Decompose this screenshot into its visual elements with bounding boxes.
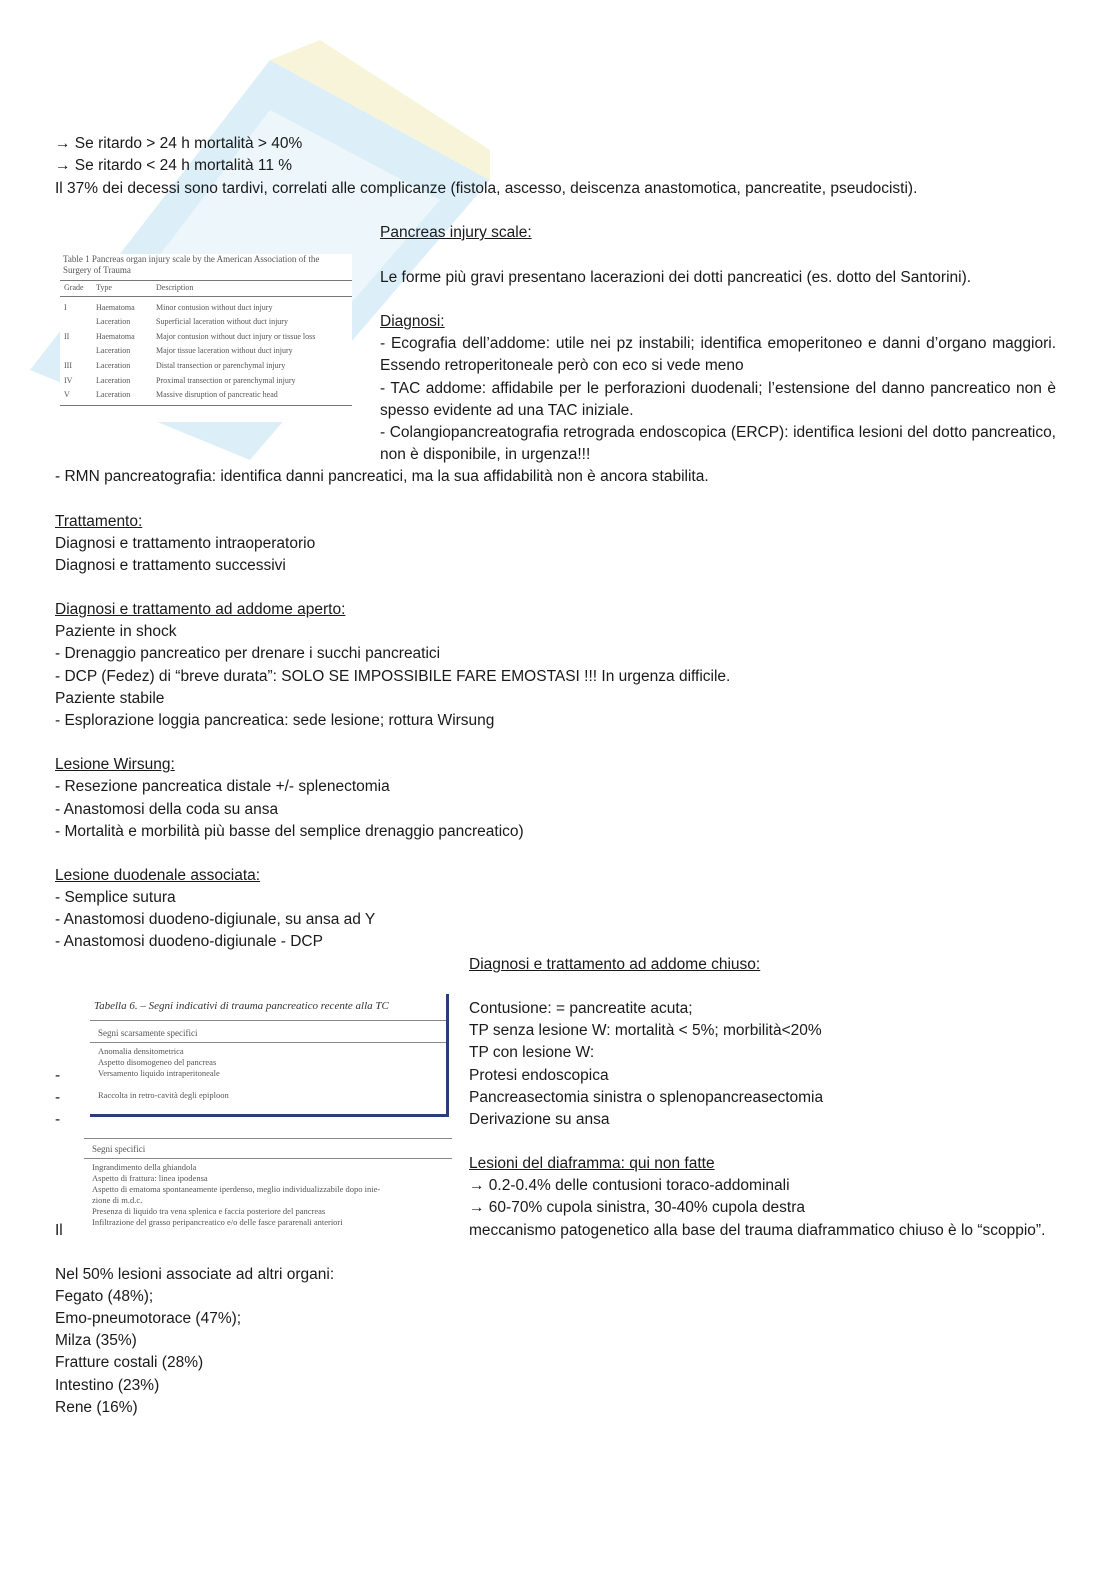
organi-line: Intestino (23%) [55, 1377, 160, 1394]
wirsung-heading: Lesione Wirsung: [55, 756, 175, 773]
table1-cell: II [64, 331, 70, 341]
table6-specific [84, 1138, 452, 1226]
table1-image [60, 254, 352, 422]
table6-item: Aspetto disomogeneo del pancreas [98, 1057, 217, 1067]
aperto-line: Paziente in shock [55, 623, 177, 640]
wirsung-line: - Resezione pancreatica distale +/- splenectomia [55, 778, 390, 795]
table1-row [60, 344, 352, 359]
table6-subheading: Segni specifici [92, 1144, 146, 1154]
table1-row [60, 374, 352, 389]
table1-header: Type [96, 283, 112, 292]
table6-item: Anomalia densitometrica [98, 1046, 184, 1056]
table1-cell: Laceration [96, 346, 131, 356]
margin-mark: - [55, 1089, 61, 1106]
table1-cell: Laceration [96, 360, 131, 370]
intro-line-2: → Se ritardo < 24 h mortalità 11 % [55, 157, 293, 174]
table1-row [60, 388, 352, 403]
table1-cell: Proximal transection or parenchymal injury [156, 375, 296, 385]
chiuso-line: TP con lesione W: [469, 1044, 595, 1061]
aperto-line: - Esplorazione loggia pancreatica: sede lesione; rottura Wirsung [55, 712, 495, 729]
margin-mark: - [55, 1067, 61, 1084]
table6-item: Presenza di liquido tra vena splenica e faccia posteriore del pancreas [92, 1206, 326, 1216]
trattamento-heading: Trattamento: [55, 513, 143, 530]
table6-title: Tabella 6. – Segni indicativi di trauma pancreatico recente alla TC [94, 1000, 389, 1012]
table1-cell: III [64, 360, 72, 370]
scale-text: Le forme più gravi presentano lacerazioni dei dotti pancreatici (es. dotto del Santorini). [380, 269, 972, 286]
aperto-line: Paziente stabile [55, 690, 165, 707]
table6-item: Infiltrazione del grasso peripancreatico e/o delle fasce pararenali anteriori [92, 1217, 343, 1227]
chiuso-line: Derivazione su ansa [469, 1111, 610, 1128]
table1-row [60, 301, 352, 316]
chiuso-line: Protesi endoscopica [469, 1067, 609, 1084]
table1-header-row [60, 281, 352, 296]
diagnosi-ercp: - Colangiopancreatografia retrograda endoscopica (ERCP): identifica lesioni del dotto pancreatico, non è disponibile, in urgenza!!! [380, 424, 1056, 464]
duodenale-heading: Lesione duodenale associata: [55, 867, 261, 884]
table6-item: Versamento liquido intraperitoneale [98, 1068, 220, 1078]
table1-cell: IV [64, 375, 73, 385]
table1-cell: Massive disruption of pancreatic head [156, 390, 278, 400]
duodenale-line: - Anastomosi duodeno-digiunale, su ansa ad Y [55, 911, 376, 928]
table1-cell: Major tissue laceration without duct injury [156, 346, 293, 356]
wirsung-line: - Anastomosi della coda su ansa [55, 801, 279, 818]
table1-cell: Laceration [96, 375, 131, 385]
table1-cell: Superficial laceration without duct injury [156, 317, 288, 327]
duodenale-line: - Semplice sutura [55, 889, 176, 906]
table1-cell: Laceration [96, 390, 131, 400]
table1-cell: Haematoma [96, 302, 135, 312]
table1-row [60, 330, 352, 345]
aperto-heading: Diagnosi e trattamento ad addome aperto: [55, 601, 346, 618]
duodenale-line: - Anastomosi duodeno-digiunale - DCP [55, 933, 323, 950]
aperto-line: - Drenaggio pancreatico per drenare i succhi pancreatici [55, 645, 441, 662]
table1-row [60, 359, 352, 374]
diagnosi-eco: - Ecografia dell’addome: utile nei pz instabili; identifica emoperitoneo e danni d’organo maggiori. Essendo retroperitoneale però con eco si vede meno [380, 335, 1056, 375]
table1-cell: Haematoma [96, 331, 135, 341]
organi-line: Emo-pneumotorace (47%); [55, 1310, 242, 1327]
diaframma-line: → 0.2-0.4% delle contusioni toraco-addominali [469, 1177, 790, 1194]
trattamento-line: Diagnosi e trattamento successivi [55, 557, 286, 574]
table6-item: Aspetto di ematoma spontaneamente iperdenso, meglio individualizzabile dopo inie- [92, 1184, 381, 1194]
table1-cell: Major contusion without duct injury or tissue loss [156, 331, 316, 341]
table6-image [84, 990, 452, 1230]
chiuso-heading: Diagnosi e trattamento ad addome chiuso: [469, 956, 761, 973]
table6-item: Aspetto di frattura: linea ipodensa [92, 1173, 208, 1183]
table1-header: Description [156, 283, 194, 292]
table1-header: Grade [64, 283, 84, 292]
diagnosi-rmn: - RMN pancreatografia: identifica danni pancreatici, ma la sua affidabilità non è ancora stabilita. [55, 468, 709, 485]
intro-line-1: → Se ritardo > 24 h mortalità > 40% [55, 135, 303, 152]
scale-heading: Pancreas injury scale: [380, 224, 532, 241]
table1-cell: I [64, 302, 67, 312]
table1-cell: Minor contusion without duct injury [156, 302, 273, 312]
aperto-line: - DCP (Fedez) di “breve durata”: SOLO SE IMPOSSIBILE FARE EMOSTASI !!! In urgenza difficile. [55, 668, 731, 685]
table1-cell: Distal transection or parenchymal injury [156, 360, 286, 370]
table1-cell: V [64, 390, 70, 400]
table1-cell: Laceration [96, 317, 131, 327]
organi-line: Fratture costali (28%) [55, 1354, 204, 1371]
chiuso-line: Pancreasectomia sinistra o splenopancreasectomia [469, 1089, 824, 1106]
margin-mark: Il [55, 1222, 63, 1239]
organi-line: Fegato (48%); [55, 1288, 154, 1305]
margin-mark: - [55, 1111, 61, 1128]
trattamento-line: Diagnosi e trattamento intraoperatorio [55, 535, 316, 552]
diaframma-line: → 60-70% cupola sinistra, 30-40% cupola destra [469, 1199, 806, 1216]
intro-line-3: Il 37% dei decessi sono tardivi, correlati alle complicanze (fistola, ascesso, deiscenza anastomotica, pancreatite, pseudocisti). [55, 180, 918, 197]
chiuso-line: TP senza lesione W: mortalità < 5%; morbilità<20% [469, 1022, 822, 1039]
diaframma-line: meccanismo patogenetico alla base del trauma diaframmatico chiuso è lo “scoppio”. [469, 1222, 1046, 1239]
diaframma-heading: Lesioni del diaframma: qui non fatte [469, 1155, 715, 1172]
table6-subheading: Segni scarsamente specifici [98, 1028, 198, 1038]
table6-box [90, 994, 449, 1117]
diagnosi-tac: - TAC addome: affidabile per le perforazioni duodenali; l’estensione del danno pancreatico non è spesso evidente ad una TAC iniziale. [380, 380, 1056, 420]
table6-item: zione di m.d.c. [92, 1195, 143, 1205]
diagnosi-heading: Diagnosi: [380, 313, 445, 330]
organi-line: Rene (16%) [55, 1399, 138, 1416]
chiuso-line: Contusione: = pancreatite acuta; [469, 1000, 693, 1017]
table6-item: Raccolta in retro-cavità degli epiploon [98, 1090, 229, 1100]
table1-caption: Table 1 Pancreas organ injury scale by the American Association of the Surgery of Trauma [63, 254, 320, 275]
organi-line: Milza (35%) [55, 1332, 137, 1349]
organi-heading: Nel 50% lesioni associate ad altri organi: [55, 1266, 335, 1283]
wirsung-line: - Mortalità e morbilità più basse del semplice drenaggio pancreatico) [55, 823, 524, 840]
table1-row [60, 315, 352, 330]
table6-item: Ingrandimento della ghiandola [92, 1162, 197, 1172]
